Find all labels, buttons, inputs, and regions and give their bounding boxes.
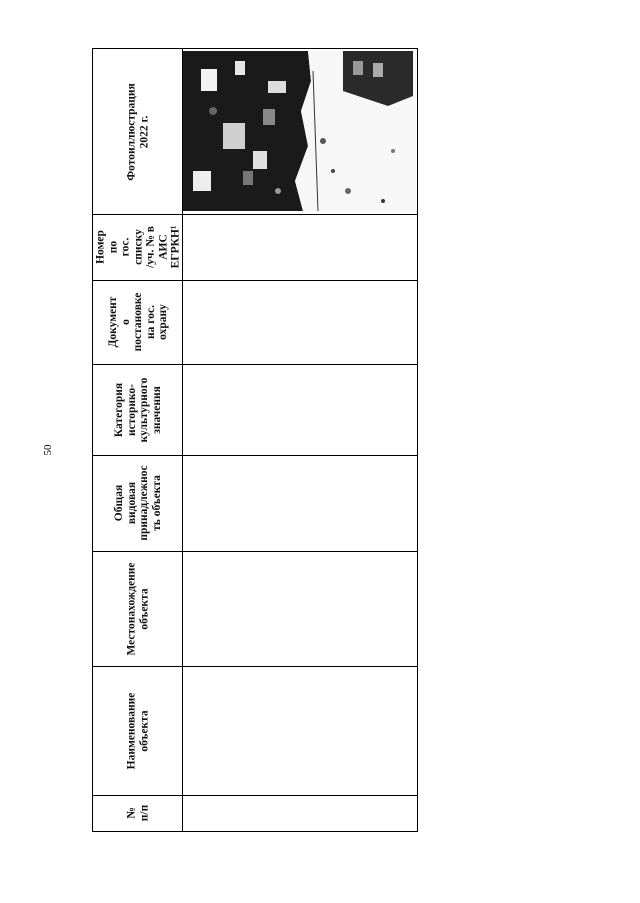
header-photo — [93, 49, 183, 214]
header-number-label: № п/п — [125, 804, 150, 822]
header-reg-number — [93, 214, 183, 280]
header-type — [93, 455, 183, 551]
header-document — [93, 280, 183, 364]
header-type-label: Общая видовая принадлежнос ть объекта — [113, 465, 163, 541]
header-category — [93, 364, 183, 455]
header-location — [93, 551, 183, 666]
header-document-label: Документ о постановке на гос. охрану — [106, 292, 169, 352]
header-name — [93, 666, 183, 795]
header-category-label: Категория историко- культурного значения — [113, 377, 163, 442]
header-location-label: Местонахождение объекта — [125, 561, 150, 656]
page-number: 50 — [42, 444, 54, 456]
header-reg-number-label: Номер по гос. списку /уч. № в АИС ЕГРКН¹ — [94, 225, 182, 269]
building-photo — [183, 51, 416, 211]
heritage-table — [92, 48, 418, 832]
header-photo-label: Фотоиллюстрация 2022 г. — [125, 82, 150, 181]
header-name-label: Наименование объекта — [125, 692, 150, 769]
header-number — [93, 795, 183, 831]
